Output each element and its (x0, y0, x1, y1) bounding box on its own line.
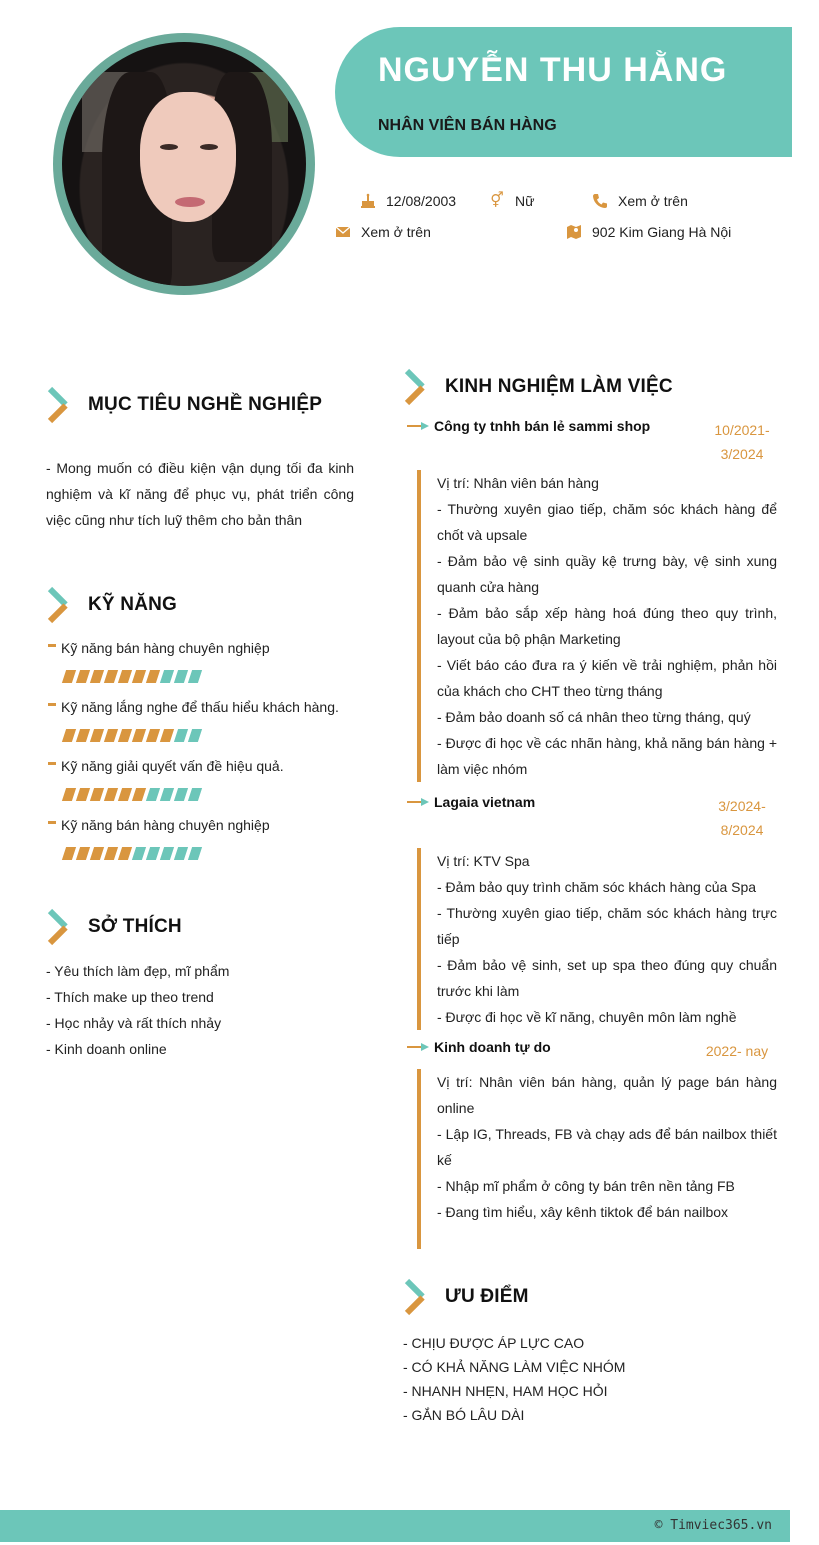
chevron-icon (48, 905, 76, 949)
email-info (335, 224, 431, 240)
skill-segment (90, 847, 104, 860)
skill-segment (104, 729, 118, 742)
phone-info (592, 193, 688, 209)
skill-segment (76, 729, 90, 742)
address-value: 902 Kim Giang Hà Nội (592, 224, 732, 240)
skill-segment (146, 847, 160, 860)
skill-segment (118, 788, 132, 801)
phone-icon (592, 193, 608, 209)
list-item: - Kinh doanh online (46, 1041, 167, 1057)
address-info (566, 224, 731, 240)
hobbies-title: SỞ THÍCH (88, 916, 182, 937)
skill-segment (76, 847, 90, 860)
experience-title: KINH NGHIỆM LÀM VIỆC (445, 376, 673, 397)
skill-segment (90, 729, 104, 742)
hobbies-heading (48, 905, 182, 949)
arrow-icon (407, 1043, 429, 1051)
profile-photo (62, 42, 306, 286)
chevron-icon (405, 365, 433, 409)
skill-segment (132, 729, 146, 742)
skill-item (48, 817, 368, 860)
name-banner (335, 27, 792, 157)
job-line: - Thường xuyên giao tiếp, chăm sóc khách hàng để chốt và upsale (437, 501, 777, 543)
job-line: Vị trí: Nhân viên bán hàng (437, 475, 599, 491)
birthday-info (360, 193, 456, 209)
skill-segment (132, 847, 146, 860)
hobbies-list (46, 958, 229, 1062)
skill-segment (160, 670, 174, 683)
job-line: Vị trí: KTV Spa (437, 853, 530, 869)
skill-segment (146, 670, 160, 683)
job-description (417, 848, 777, 1030)
skill-segment (104, 670, 118, 683)
full-name: NGUYỄN THU HẰNG (378, 51, 728, 89)
list-item: - Học nhảy và rất thích nhảy (46, 1015, 222, 1031)
skill-segment (62, 670, 76, 683)
skill-bar (64, 788, 368, 801)
job-title: NHÂN VIÊN BÁN HÀNG (378, 117, 557, 134)
job-line: - Thường xuyên giao tiếp, chăm sóc khách hàng trực tiếp (437, 905, 777, 947)
skill-bar (64, 670, 368, 683)
skill-segment (118, 847, 132, 860)
list-item: - NHANH NHẸN, HAM HỌC HỎI (403, 1383, 608, 1399)
list-item: - CHỊU ĐƯỢC ÁP LỰC CAO (403, 1335, 585, 1351)
footer-credit: © Timviec365.vn (654, 1518, 772, 1533)
skill-item (48, 640, 368, 683)
skill-segment (76, 670, 90, 683)
chevron-icon (48, 383, 76, 427)
strengths-heading (405, 1275, 529, 1319)
phone-value: Xem ở trên (618, 193, 688, 209)
job-line: - Đảm bảo doanh số cá nhân theo từng tháng, quý (437, 709, 751, 725)
arrow-icon (407, 798, 429, 806)
job-line: - Đảm bảo vệ sinh, set up spa theo đúng quy chuẩn trước khi làm (437, 957, 777, 999)
job-line: - Viết báo cáo đưa ra ý kiến về trải nghiệm, phản hồi của khách cho CHT theo từng tháng (437, 657, 777, 699)
cake-icon (360, 193, 376, 209)
chevron-icon (405, 1275, 433, 1319)
skill-bar (64, 847, 368, 860)
experience-heading (405, 365, 673, 409)
job-line: Vị trí: Nhân viên bán hàng, quản lý page bán hàng online (437, 1074, 777, 1116)
list-item: - Yêu thích làm đẹp, mĩ phẩm (46, 963, 230, 979)
skill-segment (104, 847, 118, 860)
job-period: 2022- nay (705, 1043, 769, 1059)
skill-name: Kỹ năng bán hàng chuyên nghiệp (61, 640, 270, 656)
skill-segment (188, 847, 202, 860)
skill-segment (62, 847, 76, 860)
avatar (53, 33, 315, 295)
company-name: Công ty tnhh bán lẻ sammi shop (434, 418, 651, 434)
job-line: - Nhập mĩ phẩm ở công ty bán trên nền tảng FB (437, 1178, 735, 1194)
job-description (417, 1069, 777, 1249)
company-name: Kinh doanh tự do (434, 1039, 551, 1055)
skill-segment (160, 729, 174, 742)
job-line: - Đảm bảo sắp xếp hàng hoá đúng theo quy trình, layout của bộ phận Marketing (437, 605, 777, 647)
skill-segment (132, 670, 146, 683)
skill-segment (76, 788, 90, 801)
skill-segment (188, 729, 202, 742)
gender-icon: ⚥ (490, 192, 504, 209)
job-line: - Được đi học về kĩ năng, chuyên môn làm nghề (437, 1009, 737, 1025)
gender-info (489, 193, 534, 209)
company-name: Lagaia vietnam (434, 794, 536, 810)
skill-segment (174, 847, 188, 860)
job-entry (407, 794, 777, 1030)
gender-value: Nữ (515, 193, 535, 209)
skill-name: Kỹ năng giải quyết vấn đề hiệu quả. (61, 758, 284, 774)
skills-title: KỸ NĂNG (88, 594, 178, 615)
skill-item (48, 758, 368, 801)
skill-name: Kỹ năng lắng nghe để thấu hiểu khách hàng. (61, 699, 339, 715)
list-item: - GẮN BÓ LÂU DÀI (403, 1407, 525, 1423)
skill-segment (160, 788, 174, 801)
skill-segment (62, 729, 76, 742)
skill-segment (174, 788, 188, 801)
skill-segment (188, 788, 202, 801)
photo-eye (200, 144, 218, 150)
strengths-list (403, 1331, 625, 1427)
skill-segment (132, 788, 146, 801)
map-icon (566, 224, 582, 240)
skill-segment (146, 729, 160, 742)
chevron-icon (48, 583, 76, 627)
skill-segment (90, 788, 104, 801)
job-period: 10/2021- 3/2024 (714, 422, 770, 462)
objective-title: MỤC TIÊU NGHỀ NGHIỆP (88, 394, 323, 415)
skill-segment (174, 670, 188, 683)
skill-bar (64, 729, 368, 742)
job-line: - Được đi học về các nhãn hàng, khả năng bán hàng + làm việc nhóm (437, 735, 777, 777)
email-value: Xem ở trên (361, 224, 431, 240)
list-item: - CÓ KHẢ NĂNG LÀM VIỆC NHÓM (403, 1359, 626, 1375)
list-item: - Thích make up theo trend (46, 989, 214, 1005)
photo-eye (160, 144, 178, 150)
footer-bar (0, 1510, 790, 1542)
birthday-value: 12/08/2003 (386, 193, 457, 209)
job-line: - Đảm bảo quy trình chăm sóc khách hàng của Spa (437, 879, 757, 895)
skill-segment (90, 670, 104, 683)
envelope-icon (335, 224, 351, 240)
skill-segment (174, 729, 188, 742)
skill-segment (188, 670, 202, 683)
job-description (417, 470, 777, 782)
job-entry (407, 1039, 777, 1249)
skill-segment (118, 729, 132, 742)
photo-lips (175, 197, 205, 207)
skill-segment (146, 788, 160, 801)
arrow-icon (407, 422, 429, 430)
skill-segment (118, 670, 132, 683)
job-line: - Đang tìm hiểu, xây kênh tiktok để bán nailbox (437, 1204, 729, 1220)
objective-text: - Mong muốn có điều kiện vận dụng tối đa kinh nghiệm và kĩ năng để phục vụ, phát triển công việc cũng như tích luỹ thêm cho bản thân (46, 460, 354, 528)
job-line: - Đảm bảo vệ sinh quầy kệ trưng bày, vệ sinh xung quanh cửa hàng (437, 553, 777, 595)
skill-segment (62, 788, 76, 801)
skill-segment (104, 788, 118, 801)
skills-heading (48, 583, 177, 627)
strengths-title: ƯU ĐIỂM (445, 1286, 529, 1307)
job-entry (407, 418, 777, 782)
job-line: - Lập IG, Threads, FB và chạy ads để bán nailbox thiết kế (437, 1126, 777, 1168)
job-period: 3/2024- 8/2024 (718, 798, 766, 838)
skill-name: Kỹ năng bán hàng chuyên nghiệp (61, 817, 270, 833)
skill-segment (160, 847, 174, 860)
objective-heading (48, 383, 322, 427)
skill-item (48, 699, 368, 742)
